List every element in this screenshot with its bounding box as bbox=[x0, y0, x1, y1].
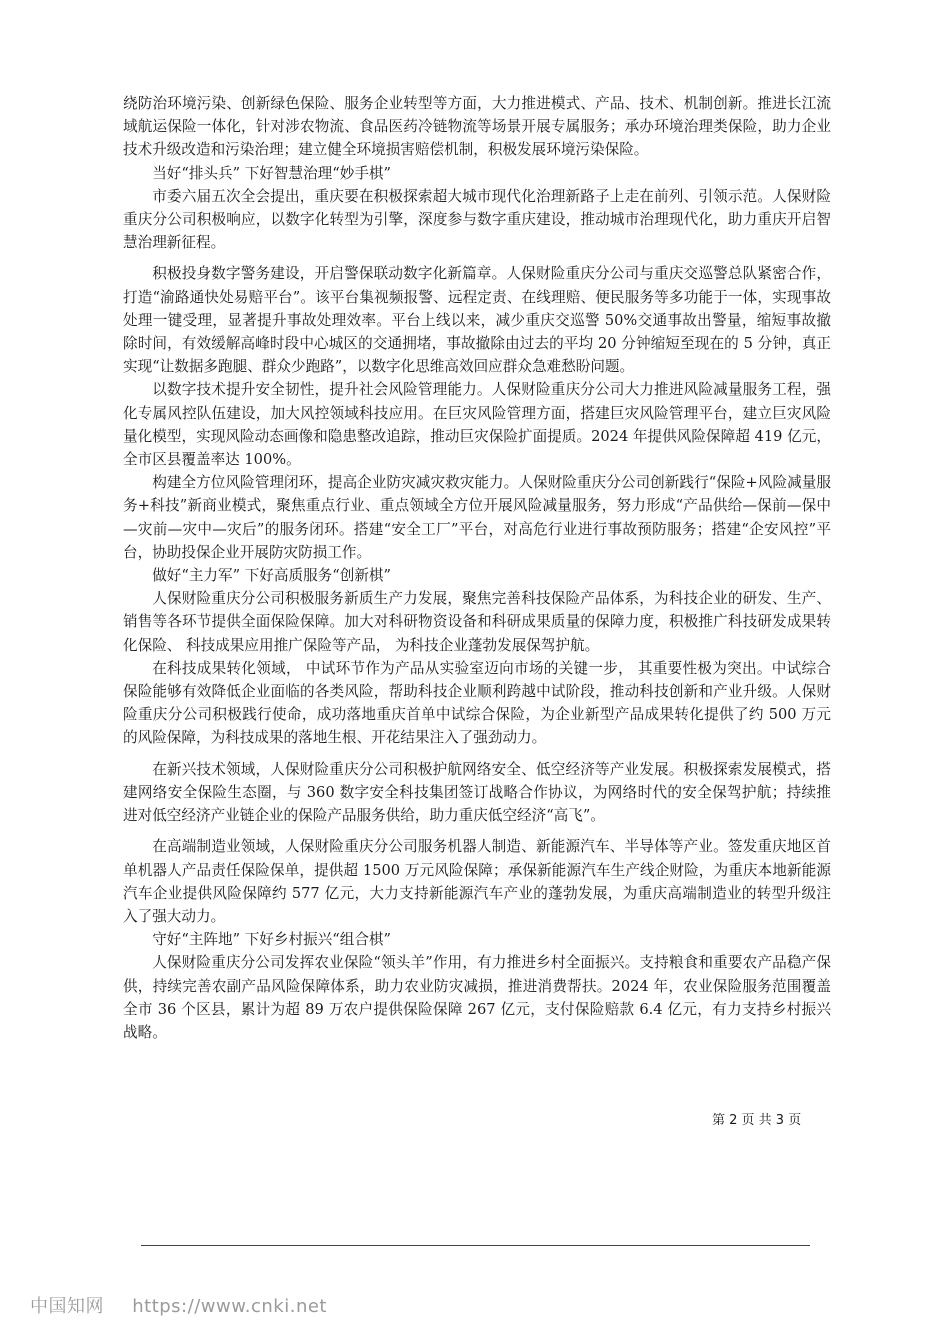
footer-divider bbox=[141, 1245, 810, 1246]
paragraph-6: 人保财险重庆分公司积极服务新质生产力发展，聚焦完善科技保险产品体系，为科技企业的研发、生产、销售等各环节提供全面保险保障。加大对科研物资设备和科研成果质量的保障力度，积极推广科技研发成果转化保险、 科技成果应用推广保险等产品， 为科技企业蓬勃发展保驾护航。 bbox=[123, 590, 831, 654]
paragraph-1: 绕防治环境污染、创新绿色保险、服务企业转型等方面，大力推进模式、产品、技术、机制创新。推进长江流域航运保险一体化，针对涉农物流、食品医药冷链物流等场景开展专属服务；承办环境治理类保险，助力企业技术升级改造和污染治理；建立健全环境损害赔偿机制，积极发展环境污染保险。 bbox=[123, 95, 831, 159]
article-body bbox=[123, 92, 831, 1044]
watermark-url: https://www.cnki.net bbox=[132, 1296, 327, 1317]
paragraph-2: 市委六届五次全会提出，重庆要在积极探索超大城市现代化治理新路子上走在前列、引领示范。人保财险重庆分公司积极响应，以数字化转型为引擎，深度参与数字重庆建设，推动城市治理现代化，助力重庆开启智慧治理新征程。 bbox=[123, 187, 831, 252]
paragraph-7: 在科技成果转化领域， 中试环节作为产品从实验室迈向市场的关键一步， 其重要性极为突出。中试综合保险能够有效降低企业面临的各类风险，帮助科技企业顺利跨越中试阶段，推动科技创新和产业升级。人保财险重庆分公司积极践行使命，成功落地重庆首单中试综合保险，为企业新型产品成果转化提供了约 500 万元的风险保障，为科技成果的落地生根、开花结果注入了强劲动力。 bbox=[123, 659, 831, 747]
section-heading-3: 守好“主阵地” 下好乡村振兴“组合棋” bbox=[152, 931, 391, 949]
section-heading-2: 做好“主力军” 下好高质服务“创新棋” bbox=[152, 567, 391, 585]
watermark-brand: 中国知网 bbox=[30, 1296, 104, 1317]
watermark bbox=[30, 1292, 327, 1318]
paragraph-5: 构建全方位风险管理闭环，提高企业防灾减灾救灾能力。人保财险重庆分公司创新践行“保险+风险减量服务+科技”新商业模式，聚焦重点行业、重点领域全方位开展风险减量服务，努力形成“产品供给—保前—保中—灾前—灾中—灾后”的服务闭环。搭建“安全工厂”平台，对高危行业进行事故预防服务；搭建“企安风控”平台，协助投保企业开展防灾防损工作。 bbox=[123, 474, 831, 561]
paragraph-8: 在新兴技术领域，人保财险重庆分公司积极护航网络安全、低空经济等产业发展。积极探索发展模式，搭建网络安全保险生态圈，与 360 数字安全科技集团签订战略合作协议，为网络时代的安全保驾护航；持续推进对低空经济产业链企业的保险产品服务供给，助力重庆低空经济“高飞”。 bbox=[123, 760, 831, 825]
paragraph-9: 在高端制造业领域，人保财险重庆分公司服务机器人制造、新能源汽车、半导体等产业。签发重庆地区首单机器人产品责任保险保单，提供超 1500 万元风险保障；承保新能源汽车生产线企财险，为重庆本地新能源汽车企业提供风险保障约 577 亿元，大力支持新能源汽车产业的蓬勃发展，为重庆高端制造业的转型升级注入了强大动力。 bbox=[123, 838, 831, 925]
section-heading-1: 当好“排头兵” 下好智慧治理“妙手棋” bbox=[152, 164, 391, 182]
paragraph-4: 以数字技术提升安全韧性，提升社会风险管理能力。人保财险重庆分公司大力推进风险减量服务工程，强化专属风控队伍建设，加大风控领域科技应用。在巨灾风险管理方面，搭建巨灾风险管理平台，建立巨灾风险量化模型，实现风险动态画像和隐患整改追踪，推动巨灾保险扩面提质。2024 年提供风险保障超 419 亿元，全市区县覆盖率达 100%。 bbox=[123, 381, 831, 469]
paragraph-10: 人保财险重庆分公司发挥农业保险“领头羊”作用，有力推进乡村全面振兴。支持粮食和重要农产品稳产保供，持续完善农副产品风险保障体系，助力农业防灾减损，推进消费帮扶。2024 年，农业保险服务范围覆盖全市 36 个区县，累计为超 89 万农户提供保险保障 267 亿元，支付保险赔款 6.4 亿元，有力支持乡村振兴战略。 bbox=[123, 954, 831, 1041]
paragraph-3: 积极投身数字警务建设，开启警保联动数字化新篇章。人保财险重庆分公司与重庆交巡警总队紧密合作，打造“渝路通快处易赔平台”。该平台集视频报警、远程定责、在线理赔、便民服务等多功能于一体，实现事故处理一键受理，显著提升事故处理效率。平台上线以来，减少重庆交巡警 50%交通事故出警量，缩短事故撤除时间，有效缓解高峰时段中心城区的交通拥堵，事故撤除由过去的平均 20 分钟缩短至现在的 5 分钟，真正实现“让数据多跑腿、群众少跑路”，以数字化思维高效回应群众急难愁盼问题。 bbox=[123, 265, 831, 376]
page-number: 第 2 页 共 3 页 bbox=[712, 1113, 802, 1128]
